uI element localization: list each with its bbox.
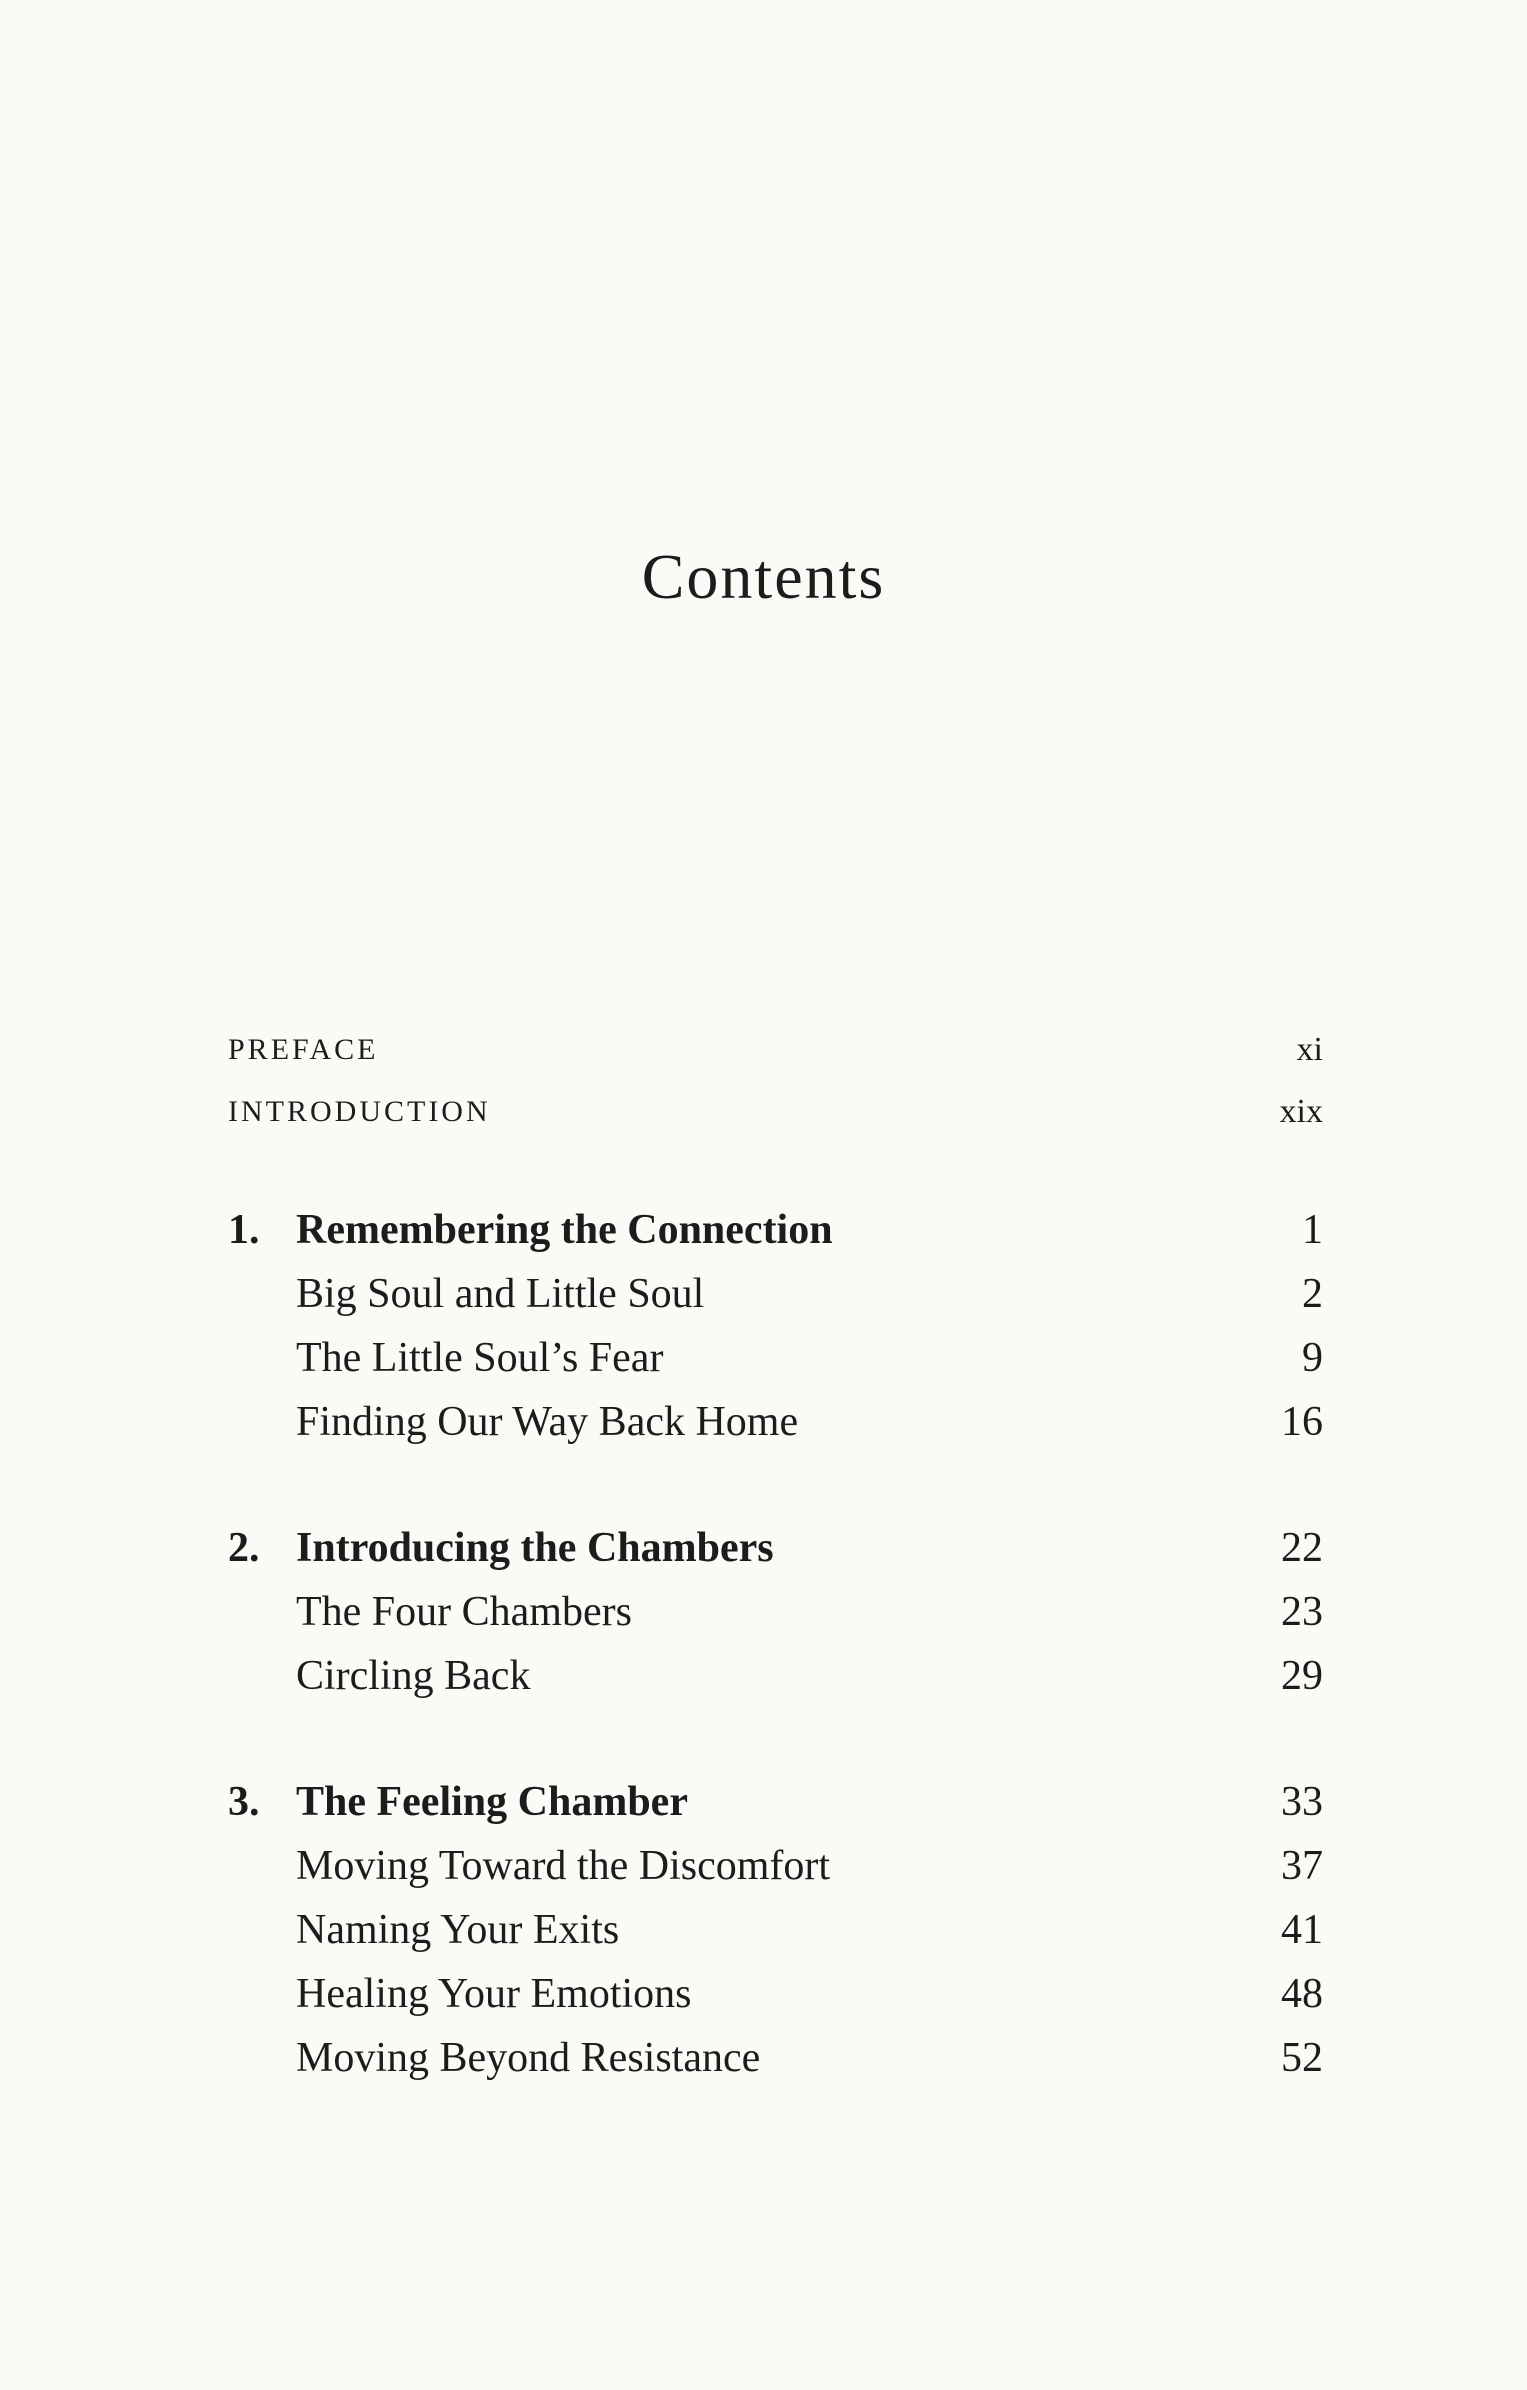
page-title: Contents <box>641 541 886 612</box>
toc-entry-preface <box>228 1018 1323 1080</box>
toc-entry-page: 9 <box>1302 1335 1323 1381</box>
toc-entry-label: PREFACE <box>228 1033 379 1066</box>
toc-section <box>228 1834 1323 1898</box>
toc-entry-page: 41 <box>1281 1907 1323 1953</box>
toc-section <box>228 1326 1323 1390</box>
section-title: Finding Our Way Back Home <box>296 1399 799 1445</box>
toc-section <box>228 1262 1323 1326</box>
toc-entry-page: 37 <box>1281 1843 1323 1889</box>
section-title: Healing Your Emotions <box>296 1971 692 2017</box>
chapter-number: 1. <box>228 1207 260 1253</box>
toc-section <box>228 2026 1323 2090</box>
section-title: Naming Your Exits <box>296 1907 620 1953</box>
toc-entry-introduction <box>228 1080 1323 1142</box>
toc-chapter-1 <box>228 1198 1323 1262</box>
toc-section <box>228 1390 1323 1454</box>
section-title: Moving Beyond Resistance <box>296 2035 761 2081</box>
toc-entry-page: 2 <box>1302 1271 1323 1317</box>
toc-entry-page: 48 <box>1281 1971 1323 2017</box>
section-title: The Four Chambers <box>296 1589 632 1635</box>
toc-section <box>228 1644 1323 1708</box>
chapter-title: The Feeling Chamber <box>296 1779 688 1825</box>
toc-chapter-3 <box>228 1770 1323 1834</box>
toc-chapter-2 <box>228 1516 1323 1580</box>
toc-entry-page: xi <box>1296 1031 1323 1068</box>
toc-entry-label: INTRODUCTION <box>228 1095 491 1128</box>
toc-entry-page: 33 <box>1281 1779 1323 1825</box>
chapter-title: Remembering the Connection <box>296 1207 833 1253</box>
toc-section <box>228 1962 1323 2026</box>
toc-entry-page: 23 <box>1281 1589 1323 1635</box>
chapter-number: 2. <box>228 1525 260 1571</box>
section-title: Big Soul and Little Soul <box>296 1271 705 1317</box>
toc-section <box>228 1580 1323 1644</box>
toc-entry-page: 52 <box>1281 2035 1323 2081</box>
toc-entry-page: 22 <box>1281 1525 1323 1571</box>
toc-entry-page: xix <box>1279 1093 1323 1130</box>
toc-entry-page: 16 <box>1281 1399 1323 1445</box>
section-title: Circling Back <box>296 1653 531 1699</box>
chapter-number: 3. <box>228 1779 260 1825</box>
toc-section <box>228 1898 1323 1962</box>
toc-entry-page: 1 <box>1302 1207 1323 1253</box>
table-of-contents <box>228 1018 1323 2090</box>
section-title: The Little Soul’s Fear <box>296 1335 664 1381</box>
toc-entry-page: 29 <box>1281 1653 1323 1699</box>
chapter-title: Introducing the Chambers <box>296 1525 774 1571</box>
section-title: Moving Toward the Discomfort <box>296 1843 831 1889</box>
